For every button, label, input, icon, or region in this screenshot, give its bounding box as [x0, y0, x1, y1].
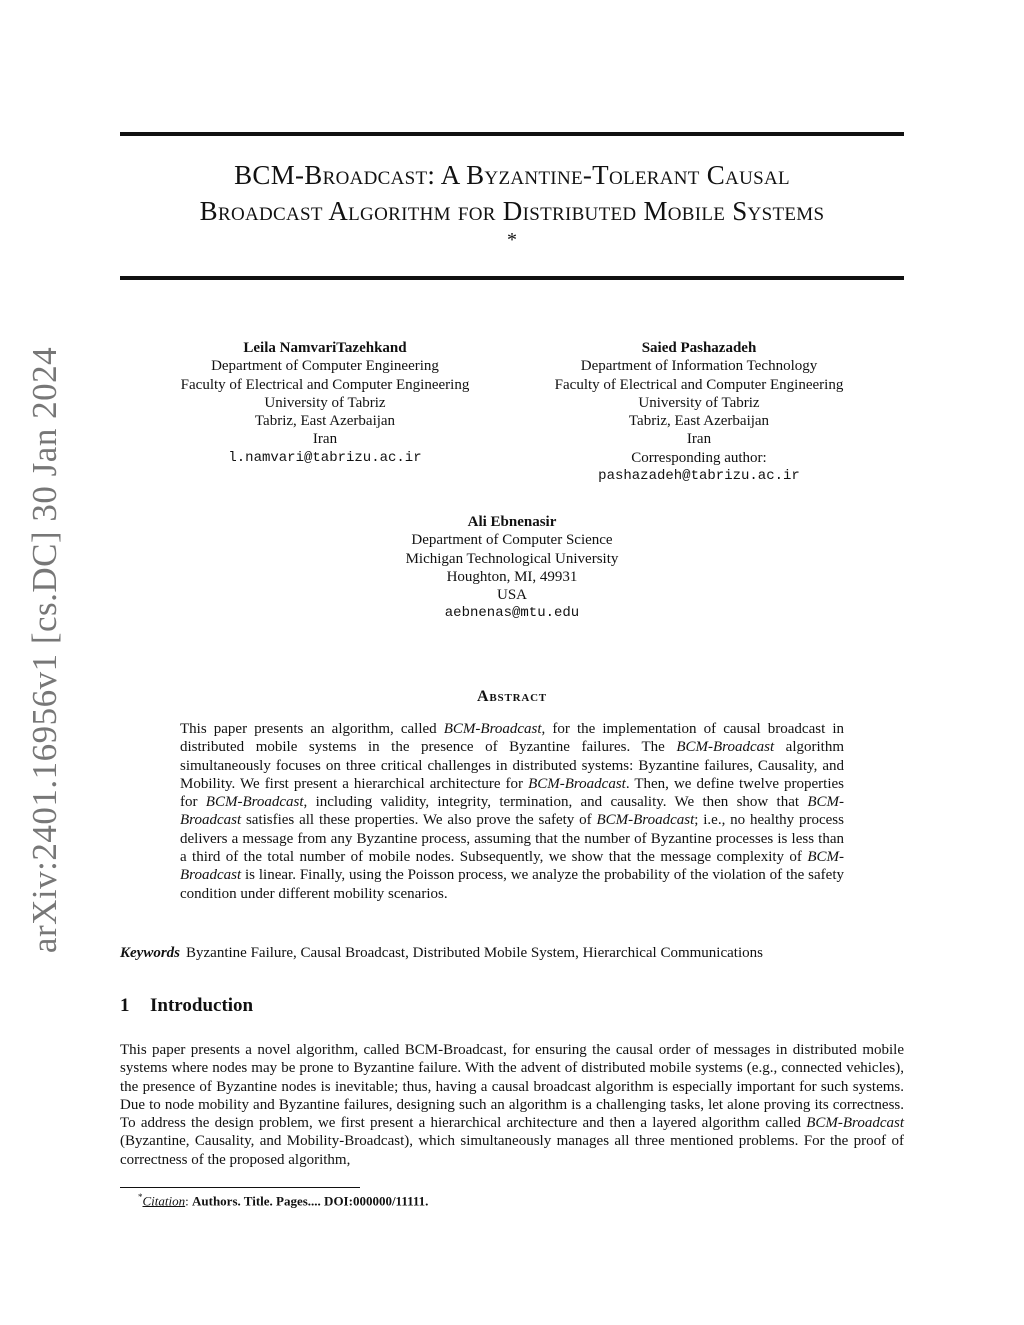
abstract-algorithm-name: BCM-Broadcast — [596, 812, 695, 829]
abstract-algorithm-name: BCM-Broadcast — [205, 794, 304, 811]
abstract-algorithm-name: BCM-Broadcast — [528, 775, 626, 792]
top-rule — [120, 132, 904, 136]
author-name: Ali Ebnenasir — [467, 514, 557, 530]
author-name: Saied Pashazadeh — [641, 340, 757, 356]
author-dept: Department of Information Technology — [580, 358, 818, 375]
author-city: Houghton, MI, 49931 — [446, 568, 578, 585]
section-heading — [120, 995, 253, 1017]
intro-text: This paper presents a novel algorithm, called BCM-Broadcast, for ensuring the causal order of messages in distributed mobile systems where nodes may be prone to Byzantine failure. With the advent of distributed mobile systems (e.g., connected vehicles), the presence of Byzantine nodes is inevitable; thus, having a causal broadcast algorithm is especially important for such systems. Due to node mobility and Byzantine failures, designing such an algorithm is a challenging tasks, let alone proving its correctness. To address the design problem, we first present a hierarchical architecture and then a layered algorithm called — [120, 1042, 904, 1132]
author-email[interactable]: l.namvari@tabrizu.ac.ir — [228, 449, 422, 466]
author-country: USA — [496, 587, 527, 604]
abstract-algorithm-name: BCM-Broadcast — [676, 739, 775, 756]
abstract-heading: Abstract — [477, 688, 547, 705]
section-number: 1 — [120, 995, 130, 1016]
abstract-text: . Then, we define twelve properties for — [180, 775, 844, 811]
author-email[interactable]: aebnenas@mtu.edu — [444, 605, 580, 622]
abstract-body — [180, 720, 844, 903]
title-footnote-mark: * — [507, 229, 517, 251]
author-dept: Department of Computer Engineering — [211, 358, 439, 375]
intro-algorithm-name: BCM-Broadcast — [806, 1115, 904, 1132]
author-name: Leila NamvariTazehkand — [243, 340, 407, 356]
author-block-2 — [524, 339, 874, 485]
footnote-text: Authors. Title. Pages.... DOI:000000/11111. — [192, 1193, 429, 1209]
footnote-mark: * — [138, 1192, 143, 1202]
footnote — [138, 1192, 428, 1209]
author-univ: Michigan Technological University — [405, 550, 619, 567]
title-line-2: Broadcast Algorithm for Distributed Mobile Systems — [199, 196, 825, 226]
abstract-algorithm-name: BCM-Broadcast — [180, 849, 844, 884]
section-title: Introduction — [150, 995, 254, 1016]
abstract-text: This paper presents an algorithm, called — [180, 721, 444, 737]
abstract-text: is linear. Finally, using the Poisson process, we analyze the probability of the violation of the safety condition under different mobility scenarios. — [180, 867, 844, 902]
abstract-text: , for the implementation of causal broadcast in distributed mobile systems in the presence of Byzantine failures. The — [180, 721, 845, 756]
abstract-text: satisfies all these properties. We also prove the safety of — [241, 812, 597, 829]
author-univ: University of Tabriz — [638, 394, 760, 411]
footnote-rule — [120, 1187, 360, 1188]
arxiv-watermark: arXiv:2401.16956v1 [cs.DC] 30 Jan 2024 — [25, 346, 64, 954]
abstract-text: ; i.e., no healthy process delivers a message from any Byzantine process, assuming that the number of Byzantine processes is less than a third of the total number of mobile nodes. Subsequently, we show that the message complexity of — [180, 812, 844, 866]
footnote-citation-label: Citation — [142, 1193, 186, 1209]
author-city: Tabriz, East Azerbaijan — [628, 413, 770, 430]
title-line-1: BCM-Broadcast: A Byzantine-Tolerant Causal — [234, 160, 790, 190]
author-dept: Department of Computer Science — [411, 532, 613, 549]
abstract-algorithm-name: BCM-Broadcast — [443, 721, 542, 737]
intro-paragraph — [120, 1041, 904, 1169]
author-block-3 — [337, 513, 687, 623]
paper-title — [120, 157, 904, 251]
author-block-1 — [150, 339, 500, 467]
author-univ: University of Tabriz — [264, 394, 386, 411]
author-note: Corresponding author: — [631, 449, 767, 466]
abstract-text: , including validity, integrity, termination, and causality. We then show that — [303, 794, 808, 811]
author-country: Iran — [312, 431, 338, 448]
author-city: Tabriz, East Azerbaijan — [254, 413, 396, 430]
bottom-rule — [120, 276, 904, 280]
keywords — [120, 944, 904, 962]
intro-text: (Byzantine, Causality, and Mobility-Broadcast), which simultaneously manages all three mentioned problems. For the proof of correctness of the proposed algorithm, — [120, 1133, 904, 1168]
keywords-text: Byzantine Failure, Causal Broadcast, Distributed Mobile System, Hierarchical Communications — [186, 945, 763, 961]
author-faculty: Faculty of Electrical and Computer Engineering — [180, 376, 470, 393]
footnote-sep: : — [185, 1193, 192, 1209]
abstract-text: algorithm simultaneously focuses on three critical challenges in distributed systems: Byzantine failures, Causality, and Mobility. We first present a hierarchical architecture for — [180, 739, 844, 792]
author-faculty: Faculty of Electrical and Computer Engineering — [554, 376, 844, 393]
author-email[interactable]: pashazadeh@tabrizu.ac.ir — [598, 468, 800, 485]
abstract-algorithm-name: BCM-Broadcast — [180, 794, 844, 829]
author-country: Iran — [686, 431, 712, 448]
keywords-label: Keywords — [120, 945, 180, 961]
